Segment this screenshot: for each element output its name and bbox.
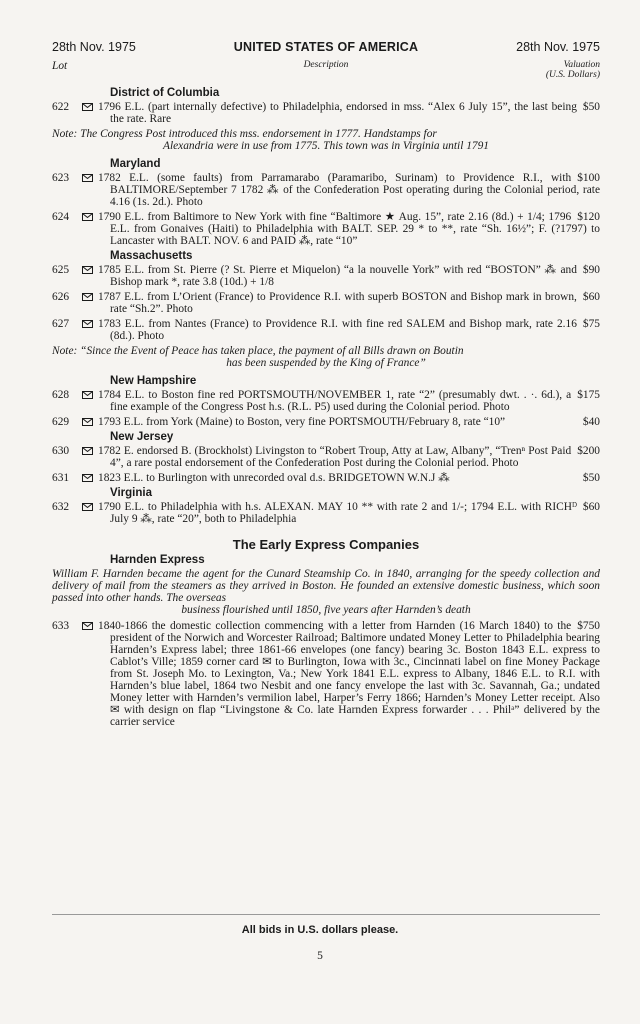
valuation-heading-line2: (U.S. Dollars) — [545, 70, 600, 80]
section-heading-new-hampshire: New Hampshire — [110, 375, 197, 387]
lot-entry — [52, 211, 600, 247]
lot-price: $60 — [582, 501, 600, 513]
lot-price: $60 — [582, 291, 600, 303]
lot-description: 1790 E.L. from Baltimore to New York with fine “Baltimore ★ Aug. 15”, rate 2.16 (8d.) + 1/4; 1796 E.L. from Gonaives (Haiti) to Philadelphia with BALT. SEP. 29 * to **, rate “Sh. 16½”; F. (?1797) to Lancaster with BALT. NOV. 6 and PAID ⁂, rate “10” — [98, 211, 600, 247]
section-heading-massachusetts: Massachusetts — [110, 250, 193, 262]
lot-number: 629 — [52, 416, 70, 428]
column-headings — [52, 60, 600, 86]
lot-entry — [52, 620, 600, 728]
lot-number: 625 — [52, 264, 70, 276]
lot-price: $40 — [582, 416, 600, 428]
envelope-icon — [76, 501, 98, 525]
header-date-left: 28th Nov. 1975 — [52, 40, 136, 54]
lot-description: 1796 E.L. (part internally defective) to Philadelphia, endorsed in mss. “Alex 6 July 15”, the last being the rate. Rare — [98, 101, 577, 125]
lot-entry — [52, 291, 600, 315]
envelope-icon — [76, 620, 98, 728]
lot-column-heading: Lot — [52, 60, 68, 72]
valuation-column-heading — [546, 60, 600, 80]
lot-description: 1783 E.L. from Nantes (France) to Providence R.I. with fine red SALEM and Bishop mark, rate 2.16 (8d.). Photo — [98, 318, 577, 342]
lot-description: 1787 E.L. from L’Orient (France) to Providence R.I. with superb BOSTON and Bishop mark in brown, rate “Sh.2”. Photo — [98, 291, 577, 315]
lot-price: $50 — [582, 472, 600, 484]
lot-entry — [52, 501, 600, 525]
lot-number: 632 — [52, 501, 70, 513]
lot-price: $90 — [582, 264, 600, 276]
express-intro-centered: business flourished until 1850, five years after Harnden’s death — [181, 604, 471, 616]
lot-number: 628 — [52, 389, 70, 401]
express-intro — [52, 568, 600, 616]
envelope-icon — [76, 318, 98, 342]
running-header — [52, 40, 600, 54]
lot-entry — [52, 445, 600, 469]
envelope-icon — [76, 389, 98, 413]
envelope-icon — [76, 172, 98, 208]
lot-price: $175 — [577, 389, 600, 401]
footer-notice: All bids in U.S. dollars please. — [241, 924, 399, 936]
lot-description: 1793 E.L. from York (Maine) to Boston, very fine PORTSMOUTH/February 8, rate “10” — [98, 416, 506, 428]
lot-number: 623 — [52, 172, 70, 184]
envelope-icon — [76, 472, 98, 484]
note-text: Note: “Since the Event of Peace has taken place, the payment of all Bills drawn on Boutin — [52, 345, 464, 357]
lot-number: 631 — [52, 472, 70, 484]
lot-entry — [52, 264, 600, 288]
catalogue-page — [52, 40, 600, 731]
express-section-title: The Early Express Companies — [232, 537, 420, 552]
section-heading-harnden: Harnden Express — [110, 554, 205, 566]
lot-description: 1782 E.L. (some faults) from Parramarabo (Paramaribo, Surinam) to Providence R.I., with BALTIMORE/September 7 1782 ⁂ of the Confederation Post operating during the Colonial period, rate 4.16 (1s. 2d.). Photo — [98, 172, 600, 208]
note — [52, 128, 600, 152]
lot-entry — [52, 101, 600, 125]
description-column-heading: Description — [303, 60, 349, 70]
envelope-icon — [76, 264, 98, 288]
valuation-heading-line1: Valuation — [563, 60, 600, 70]
note-text-centered: has been suspended by the King of France” — [226, 357, 426, 369]
lot-description: 1785 E.L. from St. Pierre (? St. Pierre et Miquelon) “a la nouvelle York” with red “BOSTON” ⁂ and Bishop mark *, rate 3.8 (10d.) + 1/8 — [98, 264, 577, 288]
lot-number: 622 — [52, 101, 70, 113]
lot-entry — [52, 416, 600, 428]
note-text-centered: Alexandria were in use from 1775. This town was in Virginia until 1791 — [162, 140, 489, 152]
page-number: 5 — [317, 950, 323, 962]
lot-description: 1823 E.L. to Burlington with unrecorded oval d.s. BRIDGETOWN W.N.J ⁂ — [98, 472, 450, 484]
section-heading-dc: District of Columbia — [110, 87, 220, 99]
lot-number: 626 — [52, 291, 70, 303]
lot-price: $750 — [577, 620, 600, 632]
header-title: UNITED STATES OF AMERICA — [233, 40, 419, 54]
lot-number: 633 — [52, 620, 70, 632]
envelope-icon — [76, 445, 98, 469]
express-intro-text: William F. Harnden became the agent for the Cunard Steamship Co. in 1840, arranging for the speedy collection and delivery of mail from the steamers as they arrived in Boston. He founded an extensive domestic business, which soon passed into other hands. The overseas — [52, 568, 600, 604]
section-heading-new-jersey: New Jersey — [110, 431, 174, 443]
footer-divider — [52, 914, 600, 915]
lot-entry — [52, 389, 600, 413]
lot-entry — [52, 318, 600, 342]
lot-price: $75 — [582, 318, 600, 330]
lot-price: $100 — [577, 172, 600, 184]
lot-description: 1782 E. endorsed B. (Brockholst) Livingston to “Robert Troup, Atty at Law, Albany”, “Trenⁿ Post Paid 4”, a rare postal endorsement of the Confederation Post during the Colonial period. Photo — [98, 445, 572, 469]
envelope-icon — [76, 291, 98, 315]
envelope-icon — [76, 101, 98, 125]
lot-price: $50 — [582, 101, 600, 113]
note-text: Note: The Congress Post introduced this mss. endorsement in 1777. Handstamps for — [52, 128, 437, 140]
lot-description: 1790 E.L. to Philadelphia with h.s. ALEXAN. MAY 10 ** with rate 2 and 1/-; 1794 E.L. with RICHᴰ July 9 ⁂, rate “20”, both to Philadelphia — [98, 501, 577, 525]
section-heading-virginia: Virginia — [110, 487, 152, 499]
envelope-icon — [76, 211, 98, 247]
envelope-icon — [76, 416, 98, 428]
lot-number: 624 — [52, 211, 70, 223]
lot-description: 1840-1866 the domestic collection commencing with a letter from Harnden (16 March 1840) to the president of the Norwich and Worcester Railroad; Baltimore undated Money Letter to Philadelphia bearing Harnden’s Express label; three 1861-66 envelopes (one fancy) bearing 3c. Boston 1843 E.L. express to Cablot’s Ville; 1859 corner card ✉ to Burlington, Iowa with 3c., Cincinnati label on fine Money Package from St. Joseph Mo. to Lexington, Va.; New York 1841 E.L. express to Albany, 1846 E.L. to R.I. with Harnden’s blue label, 1864 two Nesbit and one fancy envelope the last with 3c. Savannah, Ga.; undated Money letter with Harnden’s vermilion label, Harper’s Ferry 1866; Harnden’s Money Letter receipt. Also ✉ with design on flap “Livingstone & Co. late Harnden Express forwarder . . . Philᵃ” delivered by the carrier service — [98, 620, 600, 728]
lot-price: $120 — [577, 211, 600, 223]
lot-price: $200 — [577, 445, 600, 457]
header-date-right: 28th Nov. 1975 — [516, 40, 600, 54]
note — [52, 345, 600, 369]
lot-entry — [52, 172, 600, 208]
section-heading-maryland: Maryland — [110, 158, 161, 170]
lot-entry — [52, 472, 600, 484]
lot-number: 630 — [52, 445, 70, 457]
lot-description: 1784 E.L. to Boston fine red PORTSMOUTH/NOVEMBER 1, rate “2” (presumably dwt. . ·. 6d.), a fine example of the Congress Post h.s. (R.L. P5) used during the Colonial period. Photo — [98, 389, 572, 413]
lot-number: 627 — [52, 318, 70, 330]
